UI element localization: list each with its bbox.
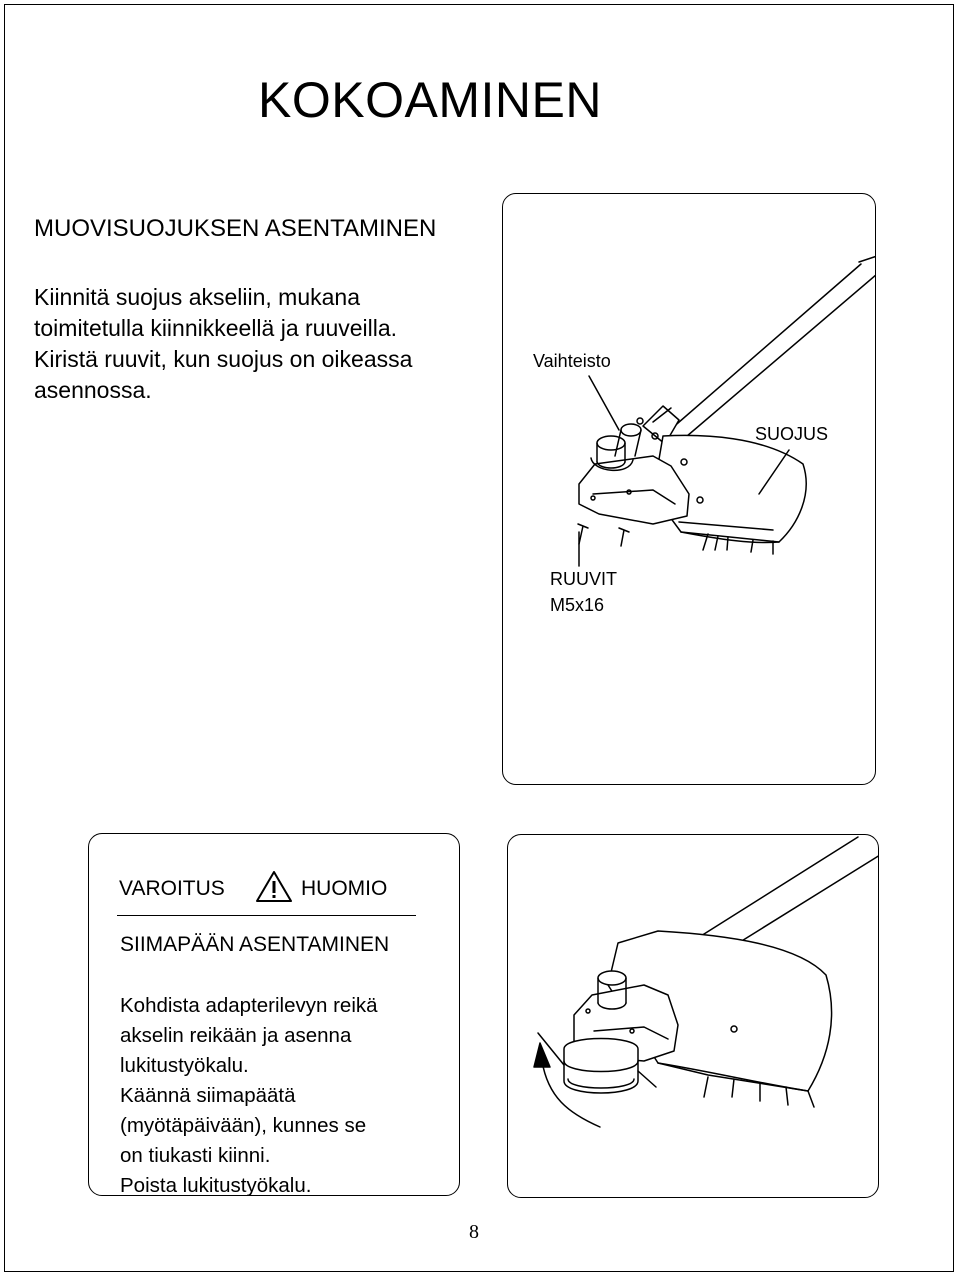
warning-line: on tiukasti kiinni. bbox=[120, 1144, 271, 1167]
instruction-line: asennossa. bbox=[34, 377, 152, 403]
caution-label: HUOMIO bbox=[301, 877, 388, 900]
section-heading: MUOVISUOJUKSEN ASENTAMINEN bbox=[34, 215, 437, 242]
warning-line: akselin reikään ja asenna bbox=[120, 1024, 352, 1047]
warning-header bbox=[119, 874, 419, 914]
warning-line: lukitustyökalu. bbox=[120, 1054, 249, 1077]
trimmer-head-icon bbox=[508, 835, 879, 1198]
guard-assembly-panel bbox=[502, 193, 876, 785]
page-title: KOKOAMINEN bbox=[258, 72, 602, 128]
warning-instructions bbox=[120, 991, 378, 1196]
screws-size-label: M5x16 bbox=[550, 595, 605, 615]
instruction-line: toimitetulla kiinnikkeellä ja ruuveilla. bbox=[34, 315, 398, 341]
instruction-text bbox=[34, 282, 494, 406]
warning-line: (myötäpäivään), kunnes se bbox=[120, 1114, 367, 1137]
warning-line: Käännä siimapäätä bbox=[120, 1084, 296, 1107]
warning-heading: SIIMAPÄÄN ASENTAMINEN bbox=[120, 933, 390, 956]
page-number: 8 bbox=[469, 1221, 479, 1243]
warning-label: VAROITUS bbox=[119, 877, 225, 900]
warning-triangle-icon bbox=[255, 870, 293, 904]
warning-line: Kohdista adapterilevyn reikä bbox=[120, 994, 378, 1017]
warning-panel bbox=[88, 833, 460, 1196]
warning-divider bbox=[117, 915, 416, 916]
instruction-line: Kiinnitä suojus akseliin, mukana bbox=[34, 284, 361, 310]
trimmer-head-panel bbox=[507, 834, 879, 1198]
instruction-line: Kiristä ruuvit, kun suojus on oikeassa bbox=[34, 346, 413, 372]
gearbox-label: Vaihteisto bbox=[533, 351, 611, 371]
warning-line: Poista lukitustyökalu. bbox=[120, 1174, 312, 1196]
guard-assembly-diagram bbox=[503, 194, 876, 785]
guard-label: SUOJUS bbox=[755, 424, 829, 444]
screws-label: RUUVIT bbox=[550, 569, 617, 589]
